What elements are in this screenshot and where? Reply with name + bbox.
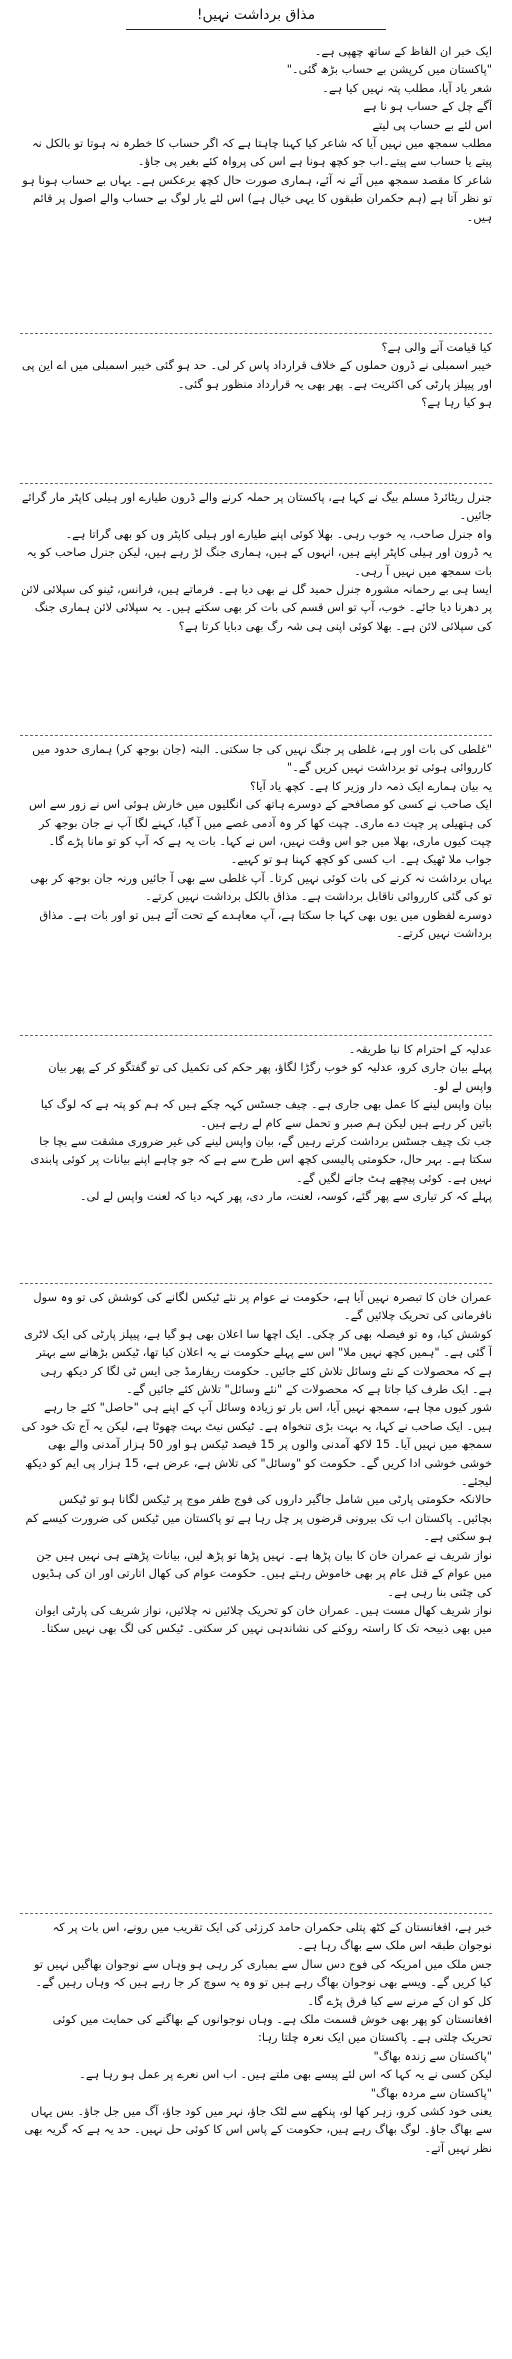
paragraph: "پاکستان میں کرپشن بے حساب بڑھ گئی۔" bbox=[286, 62, 492, 77]
column-section-5 bbox=[20, 1040, 492, 1278]
paragraph: جس ملک میں امریکہ کی فوج دس سال سے بمباری کر رہی ہو وہاں سے نوجوان بھاگیں نہیں تو کیا کریں گے۔ ویسے بھی نوجوان بھاگ رہے ہیں تو وہ یہ سوچ کر جا رہے ہیں کہ وہاں رہیں گے۔ کل کو ان کے مرنے سے کیا فرق پڑے گا۔ bbox=[34, 1956, 492, 2008]
paragraph: یہاں برداشت نہ کرنے کی بات کوئی نہیں کرتا۔ آپ غلطی سے بھی آ جائیں ورنہ جان بوجھ کر بھی تو کی گئی کارروائی ناقابل برداشت ہے۔ مذاق بالکل برداشت نہیں کرتے۔ bbox=[30, 870, 492, 904]
paragraph: ایک خبر ان الفاظ کے ساتھ چھپی ہے۔ bbox=[314, 44, 492, 58]
column-section-4 bbox=[20, 740, 492, 1030]
paragraph: بیان واپس لینے کا عمل بھی جاری ہے۔ چیف جسٹس کہہ چکے ہیں کہ ہم کو پتہ ہے کہ لوگ کیا باتیں کر رہے ہیں لیکن ہم صبر و تحمل سے کام لے رہے ہیں۔ bbox=[40, 1097, 492, 1130]
paragraph: افغانستان کو پھر بھی خوش قسمت ملک ہے۔ وہاں نوجوانوں کے بھاگنے کی حمایت میں کوئی تحریک چلتی ہے۔ پاکستان میں ایک نعرہ چلتا رہا: bbox=[52, 2012, 492, 2045]
title-underline bbox=[126, 29, 386, 30]
paragraph: مطلب سمجھ میں نہیں آیا کہ شاعر کیا کہنا چاہتا ہے کہ اگر حساب کا خطرہ نہ ہوتا تو بالکل نہ پیتے یا حساب سے پیتے۔اب جو کچھ ہونا ہے اس کی پرواہ کئے بغیر پی جاؤ۔ bbox=[31, 136, 492, 169]
paragraph: جب تک چیف جسٹس برداشت کرتے رہیں گے، بیان واپس لینے کی غیر ضروری مشقت سے بچا جا سکتا ہے۔ بہر حال، حکومتی پالیسی کچھ اس طرح سے ہے کہ جو چاہے اپنے بیانات پر کوئی پابندی نہیں ہے۔ کوئی پیچھے ہٹ جانے لگیں گے۔ bbox=[30, 1134, 492, 1185]
paragraph: واہ جنرل صاحب، یہ خوب رہی۔ بھلا کوئی اپنے طیارے اور ہیلی کاپٹر وں کو بھی گراتا ہے۔ bbox=[65, 526, 492, 541]
paragraph: لیکن کسی نے یہ کہا کہ اس لئے پیسے بھی ملتے ہیں۔ اب اس نعرے پر عمل ہو رہا ہے۔ bbox=[79, 2067, 492, 2082]
paragraph: شور کیوں مچا ہے، سمجھ نہیں آیا، اس بار تو زیادہ وسائل آپ کے اپنے ہی "حاصل" کئے جا رہے ہیں۔ ایک صاحب نے کہا، یہ بہت بڑی تنخواہ ہے۔ ٹیکس نیٹ بہت چھوٹا ہے، لیکن یہ آج تک خود کی سمجھ میں نہیں آیا۔ 15 لاکھ آمدنی والوں پر 15 فیصد ٹیکس ہو اور 50 ہزار آمدنی والے بھی خوشی خوشی ادا کریں گے۔ حکومت کو "وسائل" کی تلاش ہے، عرض ہے، 15 ہزار پی ایم کو دیکھ لیجئے۔ bbox=[21, 1400, 492, 1489]
section-divider bbox=[20, 735, 492, 736]
paragraph: کیا قیامت آنے والی ہے؟ bbox=[381, 340, 492, 354]
section-divider bbox=[20, 1913, 492, 1914]
paragraph: پہلے کہ کر تیاری سے پھر گئے، کوسہ، لعنت، مار دی، پھر کہہ دیا کہ لعنت واپس لے لی۔ bbox=[79, 1189, 492, 1204]
paragraph: جنرل ریٹائرڈ مسلم بیگ نے کہا ہے، پاکستان پر حملہ کرنے والے ڈرون طیارے اور ہیلی کاپٹر مار گرائے جائیں۔ bbox=[21, 490, 492, 523]
column-section-3 bbox=[20, 488, 492, 730]
paragraph: یعنی خود کشی کرو، زہر کھا لو، پنکھے سے لٹک جاؤ، نہر میں کود جاؤ، آگ میں جل جاؤ۔ بس یہاں سے بھاگ جاؤ۔ لوگ بھاگ رہے ہیں، حکومت کے پاس اس کا کوئی حل نہیں۔ حد یہ ہے کہ گریہ بھی نظر نہیں آتے۔ bbox=[24, 2104, 492, 2155]
paragraph: شعر یاد آیا، مطلب پتہ نہیں کیا ہے۔ bbox=[322, 80, 492, 95]
column-section-7 bbox=[20, 1918, 492, 2352]
paragraph: عمران خان کا تبصرہ نہیں آیا ہے، حکومت نے عوام پر نئے ٹیکس لگانے کی کوشش کی تو وہ سول نافرمانی کی تحریک چلائیں گے۔ bbox=[33, 1290, 492, 1323]
paragraph: "پاکستان سے مردہ بھاگ" bbox=[370, 2085, 492, 2100]
section-divider bbox=[20, 333, 492, 334]
paragraph: خبر ہے، افغانستان کے کٹھ پتلی حکمران حامد کرزئی کی ایک تقریب میں رونے، اس بات پر کہ نوجوان طبقہ اس ملک سے بھاگ رہا ہے۔ bbox=[52, 1920, 492, 1953]
paragraph: آگے چل کے حساب ہو نا ہے bbox=[363, 99, 492, 114]
column-section-2 bbox=[20, 338, 492, 478]
paragraph: شاعر کا مقصد سمجھ میں آئے نہ آئے، ہماری صورت حال کچھ برعکس ہے۔ یہاں بے حساب ہونا ہو تو نظر آتا ہے (ہم حکمران طبقوں کا یہی خیال ہے) اس لئے یار لوگ بے حساب والے اصول پر قائم ہیں۔ bbox=[22, 172, 492, 224]
paragraph: حالانکہ حکومتی پارٹی میں شامل جاگیر داروں کی فوج ظفر موج پر ٹیکس لگانا ہو تو ٹیکس بچائیں۔ پاکستان اب تک بیرونی قرضوں پر چل رہا ہے تو پاکستان میں ٹیکس کی ضرورت کیسے کم ہو سکتی ہے۔ bbox=[25, 1492, 492, 1544]
paragraph: "غلطی کی بات اور ہے، غلطی پر جنگ نہیں کی جا سکتی۔ البتہ (جان بوجھ کر) ہماری حدود میں کارروائی ہوئی تو برداشت نہیں کریں گے۔" bbox=[32, 742, 492, 775]
section-divider bbox=[20, 1035, 492, 1036]
paragraph: خیبر اسمبلی نے ڈرون حملوں کے خلاف قرارداد پاس کر لی۔ حد ہو گئی خیبر اسمبلی میں اے این پی اور پیپلز پارٹی کی اکثریت ہے۔ پھر بھی یہ قرارداد منظور ہو گئی۔ bbox=[21, 358, 492, 391]
section-divider bbox=[20, 1283, 492, 1284]
section-divider bbox=[20, 483, 492, 484]
column-title: مذاق برداشت نہیں! bbox=[196, 7, 316, 23]
paragraph: دوسرے لفظوں میں یوں بھی کہا جا سکتا ہے، آپ معاہدے کے تحت آئے ہیں تو اور بات ہے۔ مذاق برداشت نہیں کرتے۔ bbox=[39, 907, 492, 941]
paragraph: نواز شریف نے عمران خان کا بیان پڑھا ہے۔ نہیں پڑھا تو پڑھ لیں، بیانات پڑھتے ہی نہیں ہیں جن میں عوام کے قتل عام پر بھی خاموش رہتے ہیں۔ حکومت عوام کی کھال اتارتی اور ان کی ہڈیوں کی چٹنی بنا رہی ہے۔ bbox=[31, 1547, 492, 1599]
paragraph: "پاکستان سے زندہ بھاگ" bbox=[373, 2048, 492, 2063]
paragraph: یہ ڈرون اور ہیلی کاپٹر اپنے ہیں، انہوں کے ہیں، ہماری جنگ لڑ رہے ہیں، لیکن جنرل صاحب کو یہ بات سمجھ میں نہیں آ رہی۔ bbox=[26, 545, 492, 578]
paragraph: یہ بیان ہمارے ایک ذمہ دار وزیر کا ہے۔ کچھ یاد آیا؟ bbox=[249, 778, 492, 793]
paragraph: پہلے بیان جاری کرو، عدلیہ کو خوب رگڑا لگاؤ، پھر حکم کی تکمیل کی تو گفتگو کر کے پھر بیان واپس لے لو۔ bbox=[48, 1060, 492, 1093]
paragraph: اس لئے بے حساب پی لیتے bbox=[372, 117, 492, 132]
column-section-6 bbox=[20, 1288, 492, 1908]
column-section-1 bbox=[20, 42, 492, 328]
paragraph: ایک صاحب نے کسی کو مصافحے کے دوسرے ہاتھ کی انگلیوں میں خارش ہوئی اس نے زور سے اس کی ہتھیلی پر چپت دے ماری۔ چپت کھا کر وہ آدمی غصے میں آ گیا، کہنے لگا آپ نے جان بوجھ کر چپت کیوں ماری، بھلا میں جو اس وقت نہیں، اس نے کہا۔ بات یہ ہے کہ آپ کو تو مانا پڑے گا۔ جواب ملا ٹھیک ہے۔ اب کسی کو کچھ کہنا ہو تو کہیے۔ bbox=[29, 797, 492, 867]
paragraph: ایسا ہی بے رحمانہ مشورہ جنرل حمید گل نے بھی دیا ہے۔ فرماتے ہیں، فرانس، ٹینو کی سپلائی لائن پر دھرنا دیا جائے۔ خوب، آپ تو اس قسم کی بات کر بھی سکتے ہیں۔ یہ سپلائی لائن ہماری جنگ کی سپلائی لائن ہے۔ بھلا کوئی اپنی ہی شہ رگ بھی دبایا کرتا ہے؟ bbox=[20, 582, 492, 633]
paragraph: نواز شریف کھال مست ہیں۔ عمران خان کو تحریک چلائیں نہ چلائیں، نواز شریف کی پارٹی ایوان میں بھی ذبیحہ تک کا راستہ روکنے کی نشاندہی نہیں کر سکتی۔ ٹیکس کی لگ بھی نہیں سکتا۔ bbox=[34, 1602, 492, 1636]
paragraph: عدلیہ کے احترام کا نیا طریقہ۔ bbox=[348, 1042, 492, 1056]
paragraph: ہو کیا رہا ہے؟ bbox=[421, 395, 492, 410]
paragraph: کوشش کیا، وہ تو فیصلہ بھی کر چکی۔ ایک اچھا سا اعلان بھی ہو گیا ہے، پیپلز پارٹی کی ایک لاٹری آ گئی ہے۔ "ہمیں کچھ نہیں ملا" اس سے پہلے حکومت نے یہ اعلان کیا تھا، ٹیکس بڑھانے سے بہتر ہے کہ محصولات کے نئے وسائل تلاش کئے جائیں۔ حکومت ریفارمڈ جی ایس ٹی لگا کر دیکھ رہی ہے۔ ایک طرف کیا جاتا ہے کہ محصولات کے "نئے وسائل" تلاش کئے جائیں گے۔ bbox=[24, 1326, 492, 1397]
